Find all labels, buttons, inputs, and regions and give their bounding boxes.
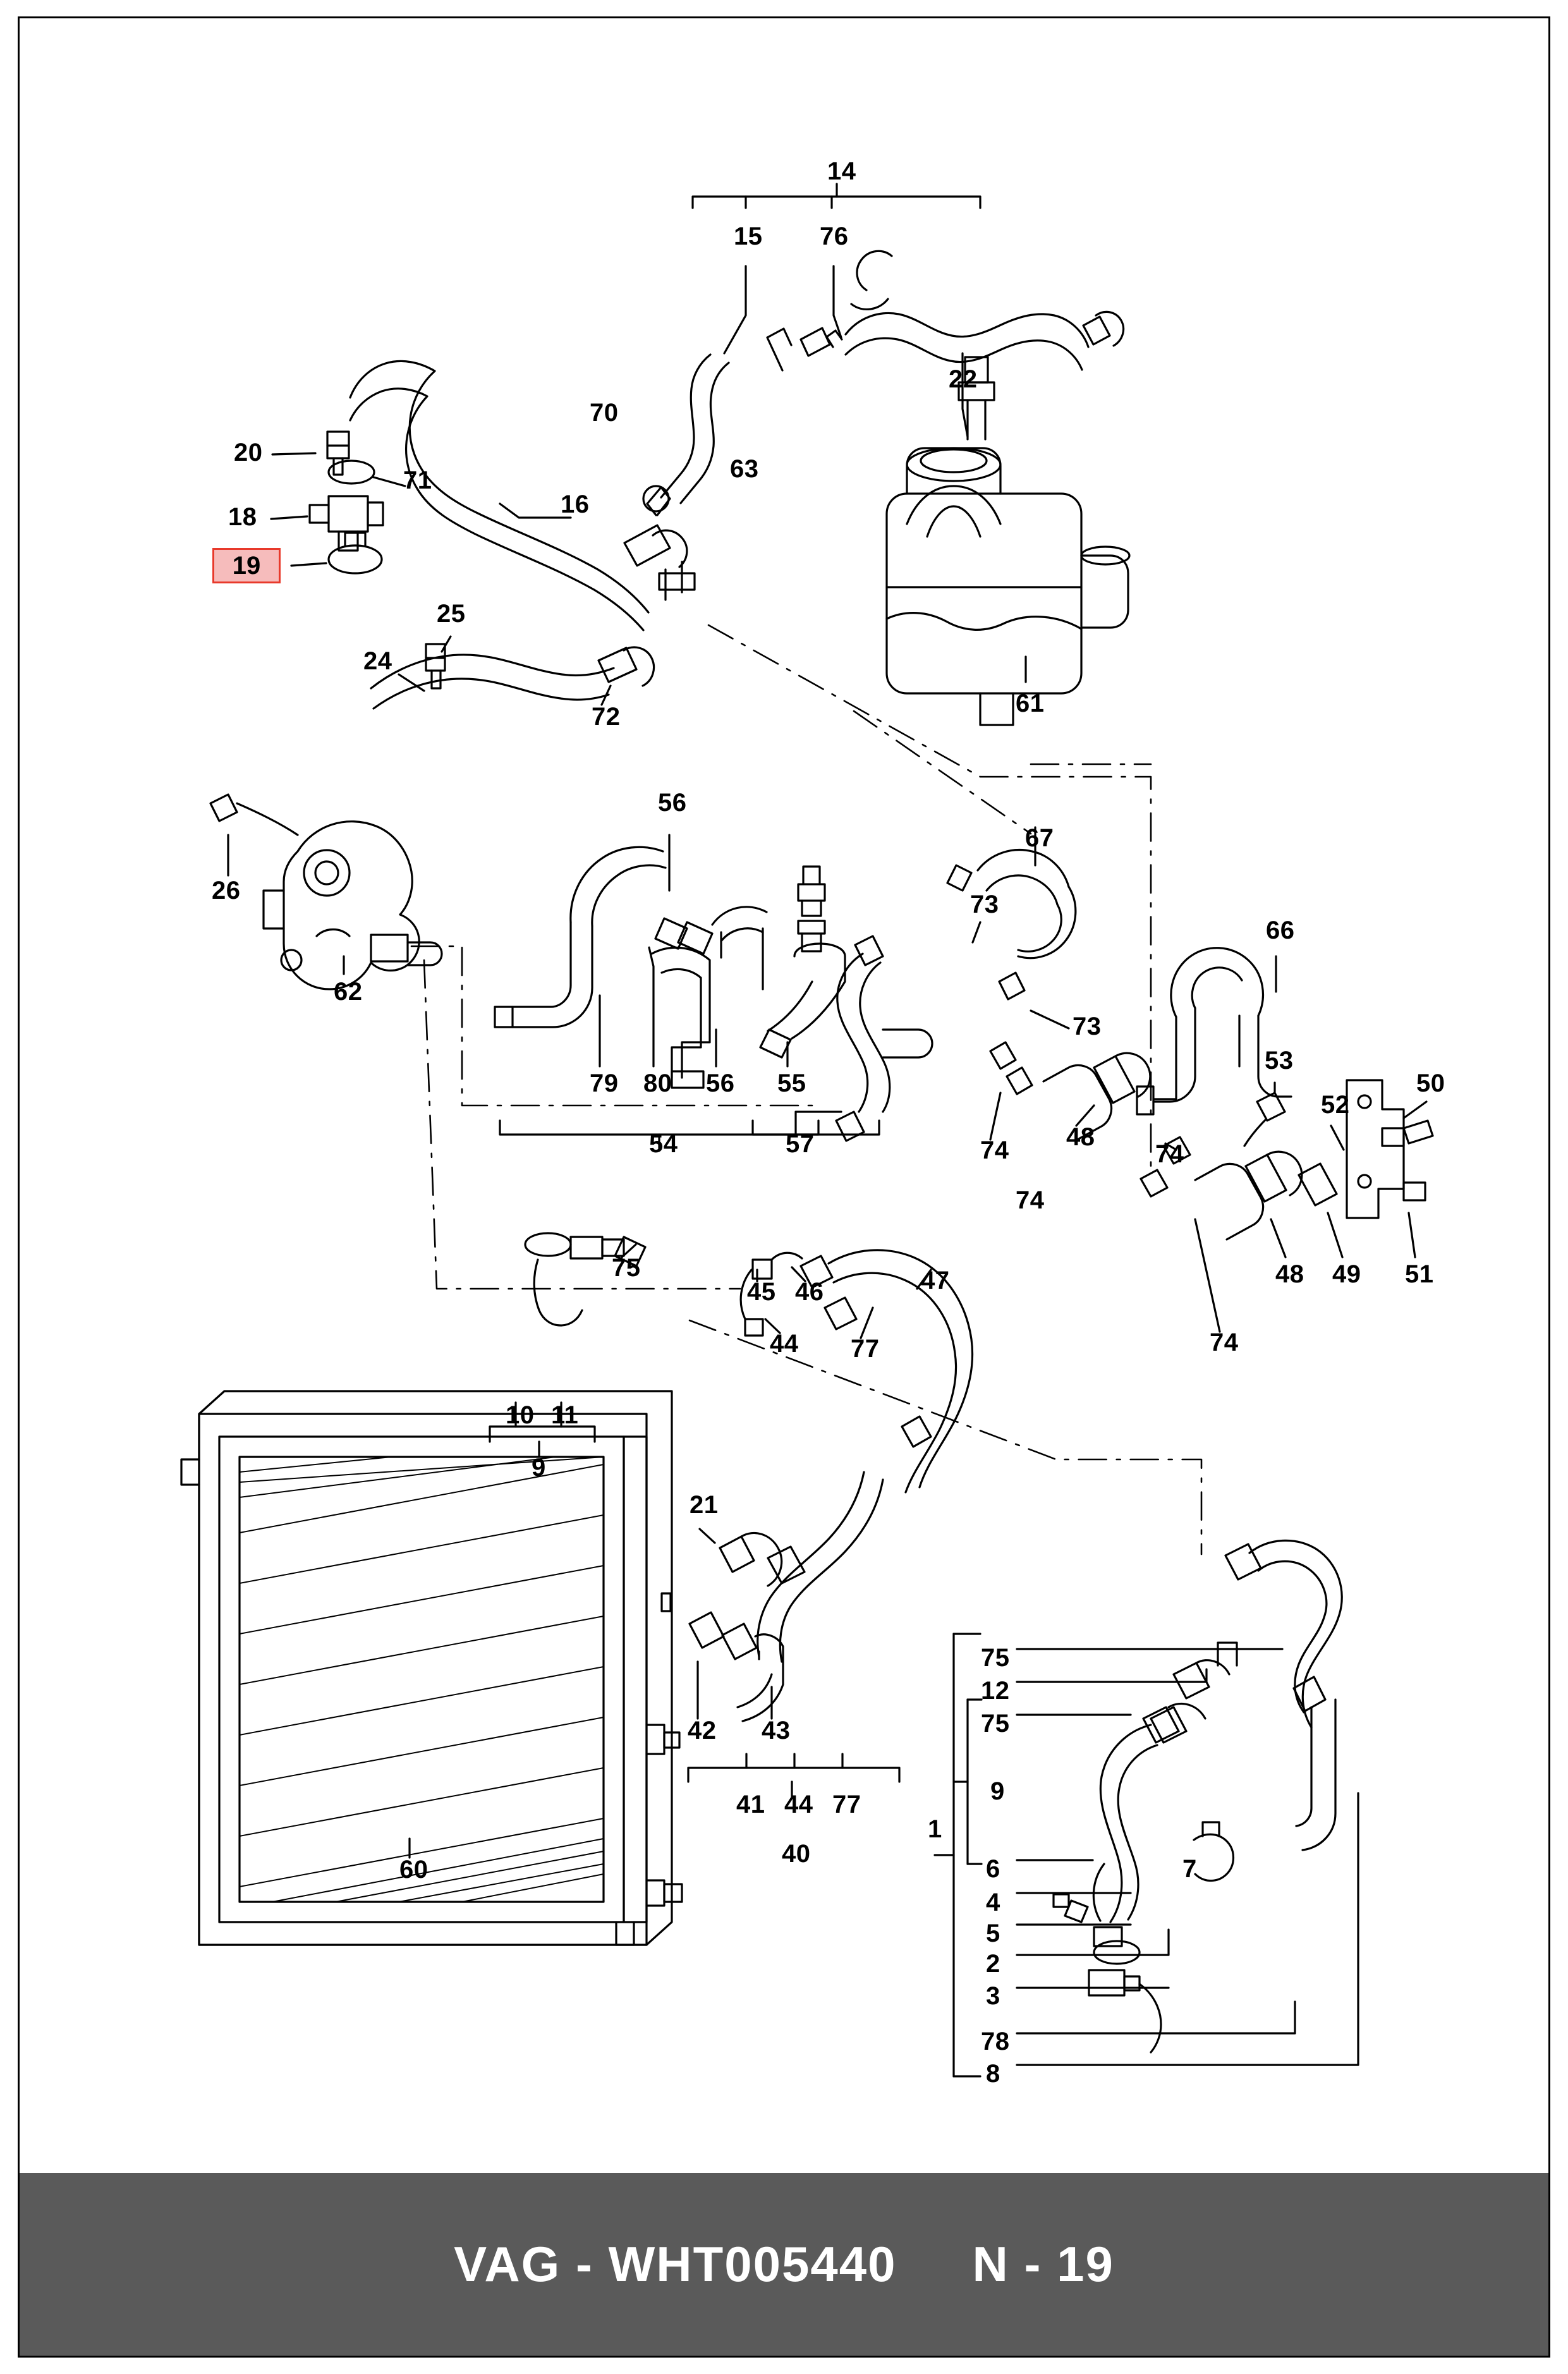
callout-40: 40: [782, 1840, 811, 1868]
callout-53: 53: [1265, 1047, 1294, 1074]
callout-56-lower: 56: [706, 1069, 735, 1097]
callout-61: 61: [1016, 690, 1045, 717]
callout-15: 15: [734, 222, 763, 250]
callout-21: 21: [690, 1491, 719, 1519]
callout-44-b: 44: [784, 1791, 813, 1818]
callout-70: 70: [590, 399, 619, 427]
callout-74-b: 74: [1155, 1140, 1184, 1168]
callout-72: 72: [592, 703, 621, 731]
callout-50: 50: [1416, 1069, 1445, 1097]
callout-60: 60: [399, 1856, 428, 1884]
callout-18: 18: [228, 503, 257, 531]
callout-8: 8: [986, 2060, 1000, 2088]
callout-14: 14: [827, 157, 856, 185]
callout-45: 45: [747, 1278, 776, 1306]
callout-79: 79: [590, 1069, 619, 1097]
callout-44-a: 44: [770, 1330, 799, 1358]
callout-54: 54: [649, 1130, 678, 1158]
part-number: VAG - WHT005440: [454, 2236, 897, 2292]
callout-12: 12: [981, 1677, 1010, 1705]
callout-75-a: 75: [612, 1254, 641, 1282]
callout-80: 80: [643, 1069, 672, 1097]
callout-71: 71: [403, 466, 432, 494]
callout-48-b: 48: [1275, 1260, 1304, 1288]
callout-24: 24: [363, 647, 392, 675]
callout-9-right: 9: [990, 1777, 1005, 1805]
callout-78: 78: [981, 2028, 1010, 2055]
callout-75-c: 75: [981, 1710, 1010, 1738]
footer-bar: [20, 2173, 1548, 2356]
callout-66: 66: [1266, 916, 1295, 944]
callout-11: 11: [551, 1401, 579, 1429]
callout-62: 62: [334, 978, 363, 1006]
callout-47: 47: [921, 1267, 950, 1294]
callout-63: 63: [730, 455, 759, 483]
callout-77-b: 77: [832, 1791, 861, 1818]
callout-43: 43: [762, 1717, 791, 1744]
callout-22: 22: [949, 365, 978, 393]
callout-2: 2: [986, 1950, 1000, 1978]
callout-19-highlighted: [212, 548, 281, 583]
callout-56-top: 56: [658, 789, 687, 817]
callout-5: 5: [986, 1920, 1000, 1947]
callout-48-a: 48: [1066, 1123, 1095, 1151]
callout-52: 52: [1321, 1091, 1350, 1119]
page-reference: N - 19: [972, 2236, 1114, 2292]
callout-51: 51: [1405, 1260, 1434, 1288]
callout-74-c: 74: [1016, 1186, 1045, 1214]
callout-6: 6: [986, 1855, 1000, 1883]
callout-73-lower: 73: [1073, 1013, 1102, 1040]
callout-55: 55: [777, 1069, 806, 1097]
callout-77-a: 77: [851, 1335, 880, 1363]
callout-25: 25: [437, 600, 466, 628]
callout-16: 16: [561, 490, 590, 518]
diagram-frame: [18, 16, 1550, 2358]
callout-57: 57: [786, 1130, 815, 1158]
callout-3: 3: [986, 1982, 1000, 2010]
callout-76: 76: [820, 222, 849, 250]
callout-46: 46: [795, 1278, 824, 1306]
callout-1: 1: [928, 1815, 942, 1843]
callout-7: 7: [1182, 1855, 1197, 1883]
callout-19-label: 19: [232, 551, 261, 580]
callout-20: 20: [234, 439, 263, 466]
callout-42: 42: [688, 1717, 717, 1744]
callout-49: 49: [1332, 1260, 1361, 1288]
callout-4: 4: [986, 1889, 1000, 1916]
callout-73-upper: 73: [970, 891, 999, 918]
callout-26: 26: [212, 877, 241, 904]
callout-74-a: 74: [980, 1136, 1009, 1164]
diagram-canvas: [20, 18, 1552, 2193]
callout-41: 41: [736, 1791, 765, 1818]
callout-9-left: 9: [532, 1454, 546, 1482]
callout-74-d: 74: [1210, 1329, 1239, 1356]
callout-75-b: 75: [981, 1644, 1010, 1672]
callout-67: 67: [1025, 824, 1054, 852]
callout-10: 10: [506, 1401, 535, 1429]
